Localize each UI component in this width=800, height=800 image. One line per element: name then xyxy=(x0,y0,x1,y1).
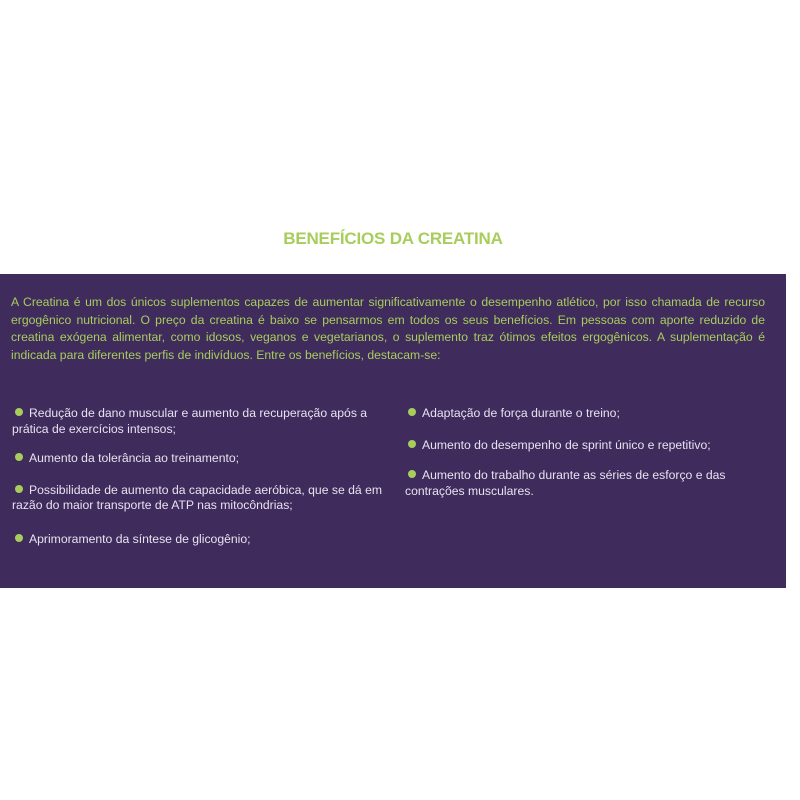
benefits-list-right xyxy=(405,406,767,499)
bullet-icon xyxy=(15,534,23,542)
list-item xyxy=(12,483,384,514)
benefit-text: Aumento do desempenho de sprint único e repetitivo; xyxy=(422,437,711,452)
list-item xyxy=(405,406,767,422)
intro-paragraph: A Creatina é um dos únicos suplementos capazes de aumentar significativamente o desempenho atlético, por isso chamada de recurso ergogênico nutricional. O preço da creatina é baixo se pensarmos em todos os seus benefícios. Em pessoas com aporte reduzido de creatina exógena alimentar, como idosos, veganos e vegetarianos, o suplemento traz ótimos efeitos ergogênicos. A suplementação é indicada para diferentes perfis de indivíduos. Entre os benefícios, destacam-se: xyxy=(11,295,765,362)
benefit-text: Redução de dano muscular e aumento da recuperação após a prática de exercícios intensos; xyxy=(12,406,368,436)
bullet-icon xyxy=(408,470,416,478)
benefit-text: Aumento do trabalho durante as séries de esforço e das contrações musculares. xyxy=(405,468,726,498)
bullet-icon xyxy=(408,440,416,448)
list-item xyxy=(405,468,767,499)
benefits-panel xyxy=(0,274,786,588)
benefit-text: Aprimoramento da síntese de glicogênio; xyxy=(29,531,251,546)
bullet-icon xyxy=(408,408,416,416)
bullet-icon xyxy=(15,453,23,461)
bullet-icon xyxy=(15,485,23,493)
list-item xyxy=(405,438,767,454)
benefit-text: Adaptação de força durante o treino; xyxy=(422,406,620,420)
bullet-icon xyxy=(15,408,23,416)
benefit-text: Aumento da tolerância ao treinamento; xyxy=(29,451,240,465)
list-item xyxy=(12,532,384,548)
list-item xyxy=(12,451,384,467)
list-item xyxy=(12,406,384,437)
benefit-text: Possibilidade de aumento da capacidade aeróbica, que se dá em razão do maior transporte de ATP nas mitocôndrias; xyxy=(12,482,383,512)
benefits-list-left xyxy=(12,406,384,547)
section-title: BENEFÍCIOS DA CREATINA xyxy=(283,229,503,248)
